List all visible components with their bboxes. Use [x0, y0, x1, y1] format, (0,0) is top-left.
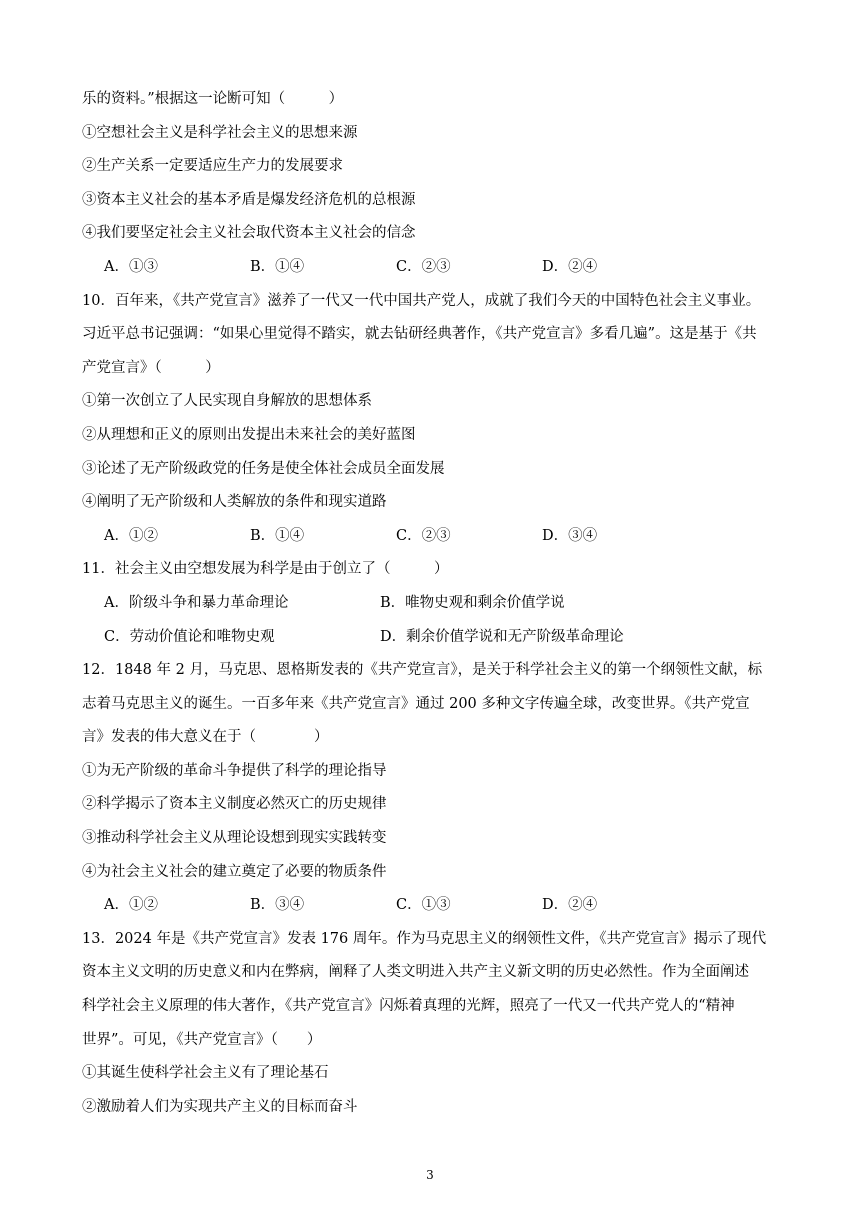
q9-option-c: C．②③: [396, 258, 451, 275]
q12-statement-1: ①为无产阶级的革命斗争提供了科学的理论指导: [82, 762, 387, 779]
page-number: 3: [426, 1168, 434, 1182]
q10-options: [82, 524, 782, 558]
q10-statement-3: ③论述了无产阶级政党的任务是使全体社会成员全面发展: [82, 460, 445, 477]
q10-stem-line-2: 习近平总书记强调：“如果心里觉得不踏实，就去钻研经典著作，《共产党宣言》多看几遍”。这是基于《共: [82, 326, 757, 343]
q12-option-c: C．①③: [396, 897, 451, 914]
q12-statement-3: ③推动科学社会主义从理论设想到现实实践转变: [82, 830, 387, 847]
q9-option-a: A．①③: [104, 258, 158, 275]
q9-statement-4: ④我们要坚定社会主义社会取代资本主义社会的信念: [82, 225, 416, 242]
q12-option-d: D．②④: [542, 897, 598, 914]
q11-options-row-2: [82, 625, 782, 659]
q12-option-a: A．①②: [104, 897, 158, 914]
q11-option-d: D．剩余价值学说和无产阶级革命理论: [380, 628, 624, 645]
q10-statement-2: ②从理想和正义的原则出发提出未来社会的美好蓝图: [82, 426, 416, 443]
q9-statement-2: ②生产关系一定要适应生产力的发展要求: [82, 158, 343, 175]
page-content: [82, 87, 782, 1128]
q12-statement-4: ④为社会主义社会的建立奠定了必要的物质条件: [82, 863, 387, 880]
q13-stem-line-4: 世界”。可见，《共产党宣言》（ ）: [82, 1031, 322, 1048]
q11-options-row-1: [82, 591, 782, 625]
q9-text-line: 乐的资料。”根据这一论断可知（ ）: [82, 91, 344, 107]
q10-statement-1: ①第一次创立了人民实现自身解放的思想体系: [82, 393, 372, 410]
q10-statement-4: ④阐明了无产阶级和人类解放的条件和现实道路: [82, 494, 387, 511]
q12-stem-line-3: 言》发表的伟大意义在于（ ）: [82, 729, 329, 746]
q12-stem-line-1: 12．1848 年 2 月，马克思、恩格斯发表的《共产党宣言》，是关于科学社会主义的第一个纲领性文献，标: [82, 662, 763, 679]
q12-option-b: B．③④: [250, 897, 305, 914]
q12-stem-line-2: 志着马克思主义的诞生。一百多年来《共产党宣言》通过 200 多种文字传遍全球，改变世界。《共产党宣: [82, 695, 750, 712]
q11-option-c: C．劳动价值论和唯物史观: [104, 628, 275, 645]
q13-statement-2: ②激励着人们为实现共产主义的目标而奋斗: [82, 1098, 358, 1115]
q13-stem-line-1: 13．2024 年是《共产党宣言》发表 176 周年。作为马克思主义的纲领性文件，《共产党宣言》揭示了现代: [82, 930, 767, 947]
q10-option-d: D．③④: [542, 527, 598, 544]
q10-option-a: A．①②: [104, 527, 158, 544]
q9-options: [82, 255, 782, 289]
q11-stem: 11．社会主义由空想发展为科学是由于创立了（ ）: [82, 561, 449, 578]
q9-statement-1: ①空想社会主义是科学社会主义的思想来源: [82, 124, 358, 141]
q10-stem-line-1: 10．百年来，《共产党宣言》滋养了一代又一代中国共产党人，成就了我们今天的中国特色社会主义事业。: [82, 292, 761, 309]
q12-options: [82, 893, 782, 927]
q12-statement-2: ②科学揭示了资本主义制度必然灭亡的历史规律: [82, 796, 387, 813]
q10-option-c: C．②③: [396, 527, 451, 544]
q13-stem-line-3: 科学社会主义原理的伟大著作，《共产党宣言》闪烁着真理的光辉，照亮了一代又一代共产党人的“精神: [82, 998, 735, 1015]
q10-option-b: B．①④: [250, 527, 305, 544]
q10-stem-line-3: 产党宣言》（ ）: [82, 359, 220, 376]
q13-stem-line-2: 资本主义文明的历史意义和内在弊病，阐释了人类文明进入共产主义新文明的历史必然性。作为全面阐述: [82, 964, 749, 981]
q11-option-b: B．唯物史观和剩余价值学说: [380, 594, 565, 611]
q9-option-b: B．①④: [250, 258, 305, 275]
q13-statement-1: ①其诞生使科学社会主义有了理论基石: [82, 1065, 329, 1082]
q9-statement-3: ③资本主义社会的基本矛盾是爆发经济危机的总根源: [82, 191, 416, 208]
q11-option-a: A．阶级斗争和暴力革命理论: [104, 594, 289, 611]
q9-option-d: D．②④: [542, 258, 598, 275]
